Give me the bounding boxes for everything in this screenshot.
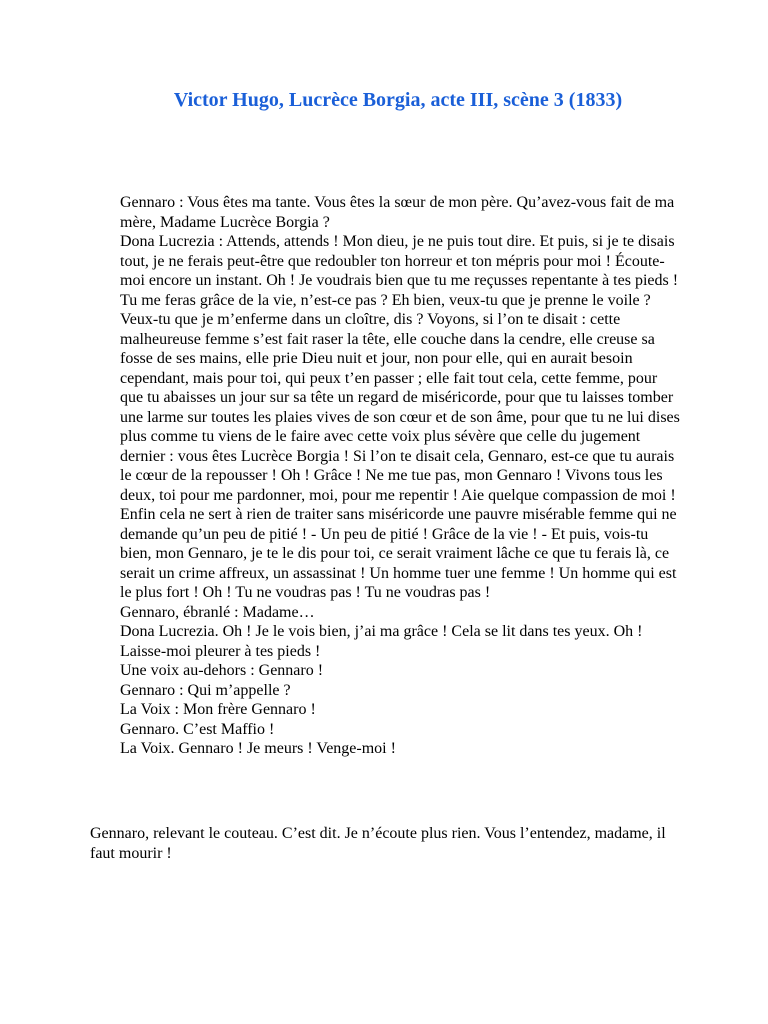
dialogue-line: Dona Lucrezia. Oh ! Je le vois bien, j’ai ma grâce ! Cela se lit dans tes yeux. Oh ! Laisse-moi pleurer à tes pieds ! [120, 623, 643, 660]
dialogue-line: La Voix. Gennaro ! Je meurs ! Venge-moi ! [120, 740, 396, 757]
dialogue-line: Dona Lucrezia : Attends, attends ! Mon dieu, je ne puis tout dire. Et puis, si je te disais tout, je ne ferais peut-être que redoubler ton horreur et ton mépris pour moi ! Écoute-moi encore un instant. Oh ! Je voudrais bien que tu me reçusses repentante à tes pieds ! Tu me feras grâce de la vie, n’est-ce pas ? Eh bien, veux-tu que je prenne le voile ? Veux-tu que je m’enferme dans un cloître, dis ? Voyons, si l’on te disait : cette malheureuse femme s’est fait raser la tête, elle couche dans la cendre, elle creuse sa fosse de ses mains, elle prie Dieu nuit et jour, non pour elle, qui en aurait besoin cependant, mais pour toi, qui peux t’en passer ; elle fait tout cela, cette femme, pour que tu abaisses un jour sur sa tête un regard de miséricorde, pour que tu laisses tomber une larme sur toutes les plaies vives de son cœur et de son âme, pour que tu ne lui dises plus comme tu viens de le faire avec cette voix plus sévère que celle du jugement dernier : vous êtes Lucrèce Borgia ! Si l’on te disait cela, Gennaro, est-ce que tu aurais le cœur de la repousser ! Oh ! Grâce ! Ne me tue pas, mon Gennaro ! Vivons tous les deux, toi pour me pardonner, moi, pour me repentir ! Aie quelque compassion de moi ! Enfin cela ne sert à rien de traiter sans miséricorde une pauvre misérable femme qui ne demande qu’un peu de pitié ! - Un peu de pitié ! Grâce de la vie ! - Et puis, vois-tu bien, mon Gennaro, je te le dis pour toi, ce serait vraiment lâche ce que tu ferais là, ce serait un crime affreux, un assassinat ! Un homme tuer une femme ! Un homme qui est le plus fort ! Oh ! Tu ne voudras pas ! Tu ne voudras pas ! [120, 233, 680, 601]
dialogue-line: Une voix au-dehors : Gennaro ! [120, 662, 324, 679]
dialogue-line: La Voix : Mon frère Gennaro ! [120, 701, 316, 718]
dialogue-line: Gennaro, ébranlé : Madame… [120, 603, 315, 621]
dialogue-text [120, 193, 680, 759]
closing-line: Gennaro, relevant le couteau. C’est dit. Je n’écoute plus rien. Vous l’entendez, madame, il faut mourir ! [90, 825, 666, 862]
dialogue-line: Gennaro : Qui m’appelle ? [120, 681, 291, 699]
dialogue-line: Gennaro : Vous êtes ma tante. Vous êtes la sœur de mon père. Qu’avez-vous fait de ma mère, Madame Lucrèce Borgia ? [120, 194, 675, 231]
dialogue-line: Gennaro. C’est Maffio ! [120, 720, 275, 738]
page-title: Victor Hugo, Lucrèce Borgia, acte III, scène 3 (1833) [173, 89, 623, 111]
